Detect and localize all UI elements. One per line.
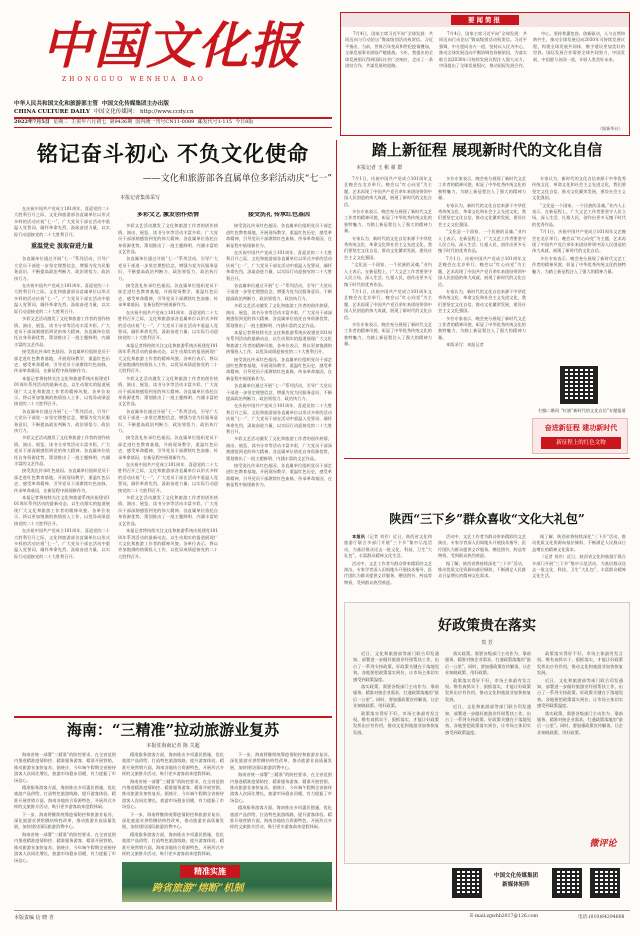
lead-paragraph-2f: 各直属单位通过开展“七一”系列活动，引导广大党员干部进一步坚定理想信念，增强为党为民服务意识，不断提高政治判断力、政治领悟力、政治执行力。 [14,408,110,433]
commentary-col-3 [537,651,623,833]
masthead-info-2 [14,108,334,116]
lead-title: 铭记奋斗初心 不负文化使命 [36,141,310,166]
lead-subhead-1: 重温党史 汲取奋进力量 [30,243,94,251]
lead-subhead-2: 多彩文艺 激发创作热情 [136,212,200,218]
shaanxi-paragraph-2: 活动中，文艺工作者为群众带来精彩的文艺演出，专家学者深入田间地头开展技术指导，医疗团队为群众提供义诊服务，赠送图书、药品等物资，受到群众热烈欢迎。 [438,534,526,559]
fore-paragraph-3b: “文化是一个国家、一个民族的灵魂。”业内人士表示，在新征程上，广大文艺工作者要坚守人民立场，深入生活、扎根人民，创作出更多无愧于时代的优秀作品。 [532,202,626,227]
commentary-paragraph-2c: 近日，文化和旅游部等部门联合印发通知，部署进一步做好旅游业纾困帮扶工作，出台了一系列支持政策。好政策关键在于落地见效。各地要把政策落实到位，让市场主体切实感受到政策温度。 [445,704,531,735]
fore-paragraph-3d: 多位专家表示，晚会充分展现了新时代文艺工作者的精神风貌，彰显了中华优秀传统文化的独特魅力，为踏上新征程注入了强大的精神力量。 [532,255,626,274]
hainan-col-3 [230,752,332,864]
lead-paragraph-4f: 接受洗礼传承红色基因。各直属单位组织党员干部走进红色教育基地，开展现场教学，重温红色历史，感受革命精神，引导党员干部赓续红色血脉，传承革命基因，在新征程中展现新作为。 [226,356,332,381]
issue-date: 2022年7月5日 [14,119,50,125]
fore-paragraph-1e: 7月1日，庆祝中国共产党成立101周年文艺晚会在北京举行。晚会以“红心向党”为主题，艺术再现了中国共产党百余年来团结带领中国人民创造的伟大成就，展现了新时代的文化自信。 [344,288,432,320]
news-brief-box [340,12,630,136]
hainan-paragraph-2: 精准服务游客方面，海南推出多项惠民措施，优化旅游产品供给，打造特色旅游线路，提升游客体验。精准开展营销方面，海南各地结合资源特色，开展形式多样的文旅推介活动，吸引更多游客前来度假休闲。 [122,752,224,777]
newspaper-logo: 中国文化报 [42,16,302,75]
english-title: CHINA CULTURE DAILY [14,109,90,115]
news-brief-col-2 [439,31,527,133]
lead-paragraph-3c: 接受洗礼传承红色基因。各直属单位组织党员干部走进红色教育基地，开展现场教学，重温红色历史，感受革命精神，引导党员干部赓续红色血脉，传承革命基因，在新征程中展现新作为。 [118,283,218,308]
lead-paragraph-2e: 本报记者将持续关注文化和旅游系统庆祝建党101周年系列活动的最新动态，以生动翔实的报道展现广大文化和旅游工作者的精神风貌。各单位表示，将以更加饱满的热情投入工作，以优异成绩迎接党的二十大胜利召开。 [14,375,110,407]
issue-line [14,119,334,126]
shaanxi-title: 陕西“三下乡”群众喜收“文化大礼包” [389,512,585,526]
fore-byline: 本报记者 王 彬 翟 群 [356,165,403,171]
masthead-info [14,100,334,108]
shaanxi-paragraph-3: 据了解，陕西省将持续深化“三下乡”活动，推动优质文化资源向基层倾斜，不断满足人民群众日益增长的精神文化需求。 [532,534,626,552]
footer-phone: 电话:(010)64294608 [578,915,625,920]
footer-promo-line-1: 中国文化传媒集团 [493,873,538,879]
commentary-col-1 [353,651,439,851]
fore-paragraph-1b: 多位专家表示，晚会充分展现了新时代文艺工作者的精神风貌，彰显了中华优秀传统文化的独特魅力，为踏上新征程注入了强大的精神力量。 [344,209,432,234]
lead-paragraph-3e: 本报记者将持续关注文化和旅游系统庆祝建党101周年系列活动的最新动态，以生动翔实的报道展现广大文化和旅游工作者的精神风貌。各单位表示，将以更加饱满的热情投入工作，以优异成绩迎接党的二十大胜利召开。 [118,342,218,374]
lead-col-3 [226,212,332,712]
hainan-byline: 本报驻海南记者 陈 关超 [146,743,200,749]
lead-byline: 本报记者集体采写 [120,195,161,201]
lead-paragraph-2: 各直属单位通过开展“七一”系列活动，引导广大党员干部进一步坚定理想信念，增强为党为民服务意识，不断提高政治判断力、政治领悟力、政治执行力。 [14,256,110,281]
commentary-paragraph-1c: 政策落实得好不好，市场主体最有发言权。唯有真抓实干、狠抓落实，才能让好政策发挥出应有作用，推动文化和旅游业加快恢复发展。 [353,710,439,735]
commentary-col-2 [445,651,531,851]
shaanxi-top-rule [344,458,630,459]
fore-paragraph-2g: 本版采写：本报记者 [446,342,484,348]
lead-paragraph-3b: 各直属单位通过开展“七一”系列活动，引导广大党员干部进一步坚定理想信念，增强为党为民服务意识，不断提高政治判断力、政治领悟力、政治执行力。 [118,256,218,281]
commentary-author: 贵 芳 [481,640,493,646]
fore-title: 踏上新征程 展现新时代的文化自信 [371,141,603,159]
fore-paragraph-1c: 专家认为，新时代的文化自信来源于中华优秀传统文化、革命文化和社会主义先进文化，我们要坚定文化自信，推动文化繁荣发展，建设社会主义文化强国。 [344,235,432,260]
footer-email[interactable]: E-mail:zgwhb2017@126.com [470,914,538,919]
lead-paragraph-4e: 本报记者将持续关注文化和旅游系统庆祝建党101周年系列活动的最新动态，以生动翔实的报道展现广大文化和旅游工作者的精神风貌。各单位表示，将以更加饱满的热情投入工作，以优异成绩迎接党的二十大胜利召开。 [226,329,332,355]
news-brief-label: 要闻简报 [451,15,519,25]
footer-promo-line-2: 新媒体矩阵 [502,882,530,888]
commentary-paragraph-3b: 近日，文化和旅游部等部门联合印发通知，部署进一步做好旅游业纾困帮扶工作，出台了一系列支持政策。好政策关键在于落地见效。各地要把政策落实到位，让市场主体切实感受到政策温度。 [537,677,623,709]
lead-paragraph-4j: 接受洗礼传承红色基因。各直属单位组织党员干部走进红色教育基地，开展现场教学，重温红色历史，感受革命精神，引导党员干部赓续红色血脉，传承革命基因，在新征程中展现新作为。 [226,463,332,488]
lead-paragraph-4b: 在庆祝中国共产党成立101周年、喜迎党的二十大胜利召开之际，文化和旅游部各直属单位以形式多样的活动庆祝“七一”，广大党员干部在活动中重温入党誓词，缅怀革命先烈，汲取奋进力量，以实际行动迎接党的二十大胜利召开。 [226,250,332,281]
banner-line-1: 奋进新征程 建功新时代 [544,423,618,432]
commentary-paragraph-3: 政策落实得好不好，市场主体最有发言权。唯有真抓实干、狠抓落实，才能让好政策发挥出应有作用，推动文化和旅游业加快恢复发展。 [537,651,623,676]
lead-paragraph-2i: 本报记者将持续关注文化和旅游系统庆祝建党101周年系列活动的最新动态，以生动翔实的报道展现广大文化和旅游工作者的精神风貌。各单位表示，将以更加饱满的热情投入工作，以优异成绩迎接党的二十大胜利召开。 [14,495,110,526]
weekday: 星期二 [53,119,69,125]
fore-paragraph-1f: 多位专家表示，晚会充分展现了新时代文艺工作者的精神风貌，彰显了中华优秀传统文化的独特魅力，为踏上新征程注入了强大的精神力量。 [344,321,432,347]
micro-comment-tag: 微评论 [589,839,617,849]
lead-paragraph-2g: 多彩文艺活动激发了文化和旅游工作者的创作热情，演出、展览、读书分享等活动丰富多彩，广大党员干部深刻感悟到党的伟大精神。各直属单位依托自身资源优势，策划推出了一批主题鲜明、内涵丰富的文艺作品。 [14,435,110,467]
hainan-paragraph-3: 下一步，海南将继续统筹疫情防控和旅游业复苏，深化旅游业供给侧结构性改革，推动旅游业高质量发展，加快建设国际旅游消费中心。 [230,752,332,770]
hainan-title: 海南：“三精准”拉动旅游业复苏 [66,721,280,739]
logo-pinyin: ZHONGGUO WENHUA BAO [62,76,206,83]
fore-col-3 [532,176,626,362]
lead-paragraph-4h: 在庆祝中国共产党成立101周年、喜迎党的二十大胜利召开之际，文化和旅游部各直属单位以形式多样的活动庆祝“七一”，广大党员干部在活动中重温入党誓词，缅怀革命先烈，汲取奋进力量，以实际行动迎接党的二十大胜利召开。 [226,403,332,434]
shaanxi-col-1 [344,534,432,592]
hainan-paragraph-1b: 精准服务游客方面，海南推出多项惠民措施，优化旅游产品供给，打造特色旅游线路，提升游客体验。精准开展营销方面，海南各地结合资源特色，开展形式多样的文旅推介活动，吸引更多游客前来度假休闲。 [14,785,116,810]
hainan-paragraph-3c: 精准服务游客方面，海南推出多项惠民措施，优化旅游产品供给，打造特色旅游线路，提升游客体验。精准开展营销方面，海南各地结合资源特色，开展形式多样的文旅推介活动，吸引更多游客前来度假休闲。 [230,805,332,830]
masthead-bottom-rule [14,127,332,128]
lead-paragraph-3: 多彩文艺活动激发了文化和旅游工作者的创作热情，演出、展览、读书分享等活动丰富多彩，广大党员干部深刻感悟到党的伟大精神。各直属单位依托自身资源优势，策划推出了一批主题鲜明、内涵丰富的文艺作品。 [118,223,218,255]
commentary-box [344,602,630,864]
lead-paragraph-4c: 各直属单位通过开展“七一”系列活动，引导广大党员干部进一步坚定理想信念，增强为党为民服务意识，不断提高政治判断力、政治领悟力、政治执行力。 [226,283,332,301]
commentary-paragraph-1: 近日，文化和旅游部等部门联合印发通知，部署进一步做好旅游业纾困帮扶工作，出台了一系列支持政策。好政策关键在于落地见效。各地要把政策落实到位，让市场主体切实感受到政策温度。 [353,651,439,682]
shaanxi-col-2 [438,534,526,592]
banner-line-2: 新征程上的红色文物 [541,437,621,449]
sponsor: 中华人民共和国文化和旅游部主管 [14,101,98,107]
shaanxi-byline: 本报讯 [352,534,366,539]
fore-paragraph-3: 专家认为，新时代的文化自信来源于中华优秀传统文化、革命文化和社会主义先进文化，我们要坚定文化自信，推动文化繁荣发展，建设社会主义文化强国。 [532,176,626,201]
commentary-paragraph-1b: 落实政策，需要各级部门主动作为、靠前服务，精准对接企业需求，打通政策落地的“最后一公里”。同时，要加强政策宣传解读，让企业知晓政策、用好政策。 [353,684,439,709]
fore-paragraph-2c: “文化是一个国家、一个民族的灵魂。”业内人士表示，在新征程上，广大文艺工作者要坚守人民立场，深入生活、扎根人民，创作出更多无愧于时代的优秀作品。 [438,229,526,254]
lead-paragraph-4: 接受洗礼传承红色基因。各直属单位组织党员干部走进红色教育基地，开展现场教学，重温红色历史，感受革命精神，引导党员干部赓续红色血脉，传承革命基因，在新征程中展现新作为。 [226,223,332,248]
hainan-paragraph-1: 海南省统一部署“三精准”的防控要求，在全省范围内推进精准疫情防控、精准服务游客、精准开展营销，推动旅游业加快复苏。据统计，今年端午假期全省接待游客人次同比增长，旅游市场稳步回暖，有力提振了市场信心。 [14,752,116,783]
footer-qr-2[interactable] [552,868,582,898]
lead-paragraph-2c: 多彩文艺活动激发了文化和旅游工作者的创作热情，演出、展览、读书分享等活动丰富多彩，广大党员干部深刻感悟到党的伟大精神。各直属单位依托自身资源优势，策划推出了一批主题鲜明、内涵丰富的文艺作品。 [14,316,110,347]
hainan-paragraph-2b: 海南省统一部署“三精准”的防控要求，在全省范围内推进精准疫情防控、精准服务游客、精准开展营销，推动旅游业加快复苏。据统计，今年端午假期全省接待游客人次同比增长，旅游市场稳步回暖，有力提振了市场信心。 [122,778,224,810]
lead-paragraph-2d: 接受洗礼传承红色基因。各直属单位组织党员干部走进红色教育基地，开展现场教学，重温红色历史，感受革命精神，引导党员干部赓续红色血脉，传承革命基因，在新征程中展现新作为。 [14,349,110,374]
news-brief-text-2: 7月4日，国家主席习近平向“全球发展：共同迈向行动论坛”暨高级别活动致贺信。习近平强调，中方愿同各方一道，坚持以人民为中心，推动全球发展迈向平衡协调包容新阶段，为落实联合国2030年可持续发展议程注入强大动力。中国提出了全球发展倡议，推动国际发展合作。 [439,31,527,69]
cn-number: 国内统一刊号CN11-0089 [135,119,195,125]
lead-col-2 [118,212,218,712]
news-brief-col-3 [533,31,625,125]
lead-paragraph-1: 在庆祝中国共产党成立101周年、喜迎党的二十大胜利召开之际，文化和旅游部各直属单位以形式多样的活动庆祝“七一”，广大党员干部在活动中重温入党誓词，缅怀革命先烈，汲取奋进力量，以实际行动迎接党的二十大胜利召开。 [14,206,110,237]
publisher: 中国文化传媒集团主办出版 [101,101,169,107]
lead-paragraph-3f: 多彩文艺活动激发了文化和旅游工作者的创作热情，演出、展览、读书分享等活动丰富多彩，广大党员干部深刻感悟到党的伟大精神。各直属单位依托自身资源优势，策划推出了一批主题鲜明、内涵丰富的文艺作品。 [118,375,218,407]
news-brief-credit: （据新华社） [597,126,623,131]
news-brief-text-1: 7月4日，国家主席习近平向“全球发展：共同迈向与行动论坛”暨高级别活动致贺信。习近平指出，当前，世界百年变局和世纪疫情叠加，全球发展事业面临严峻挑战。今年，我提出的全球发展倡议得到国际社会广泛响应，走出了一条团结合作、共谋发展的道路。 [345,31,433,69]
footer-editor: 本版责编 信 晓 青 [14,915,54,921]
hainan-paragraph-2c: 下一步，海南将继续统筹疫情防控和旅游业复苏，深化旅游业供给侧结构性改革，推动旅游业高质量发展，加快建设国际旅游消费中心。 [122,811,224,830]
fore-paragraph-3c: 7月1日，庆祝中国共产党成立101周年文艺晚会在北京举行。晚会以“红心向党”为主题，艺术再现了中国共产党百余年来团结带领中国人民创造的伟大成就，展现了新时代的文化自信。 [532,229,626,254]
fore-paragraph-1d: “文化是一个国家、一个民族的灵魂。”业内人士表示，在新征程上，广大文艺工作者要坚守人民立场，深入生活、扎根人民，创作出更多无愧于时代的优秀作品。 [344,262,432,287]
shaanxi-paragraph-1: （记者 刘芳）近日，陕西省文化和旅游厅联合多部门开展“三下乡”集中示范活动，为基层群众送去一批文化、科技、卫生“大礼包”，丰富群众精神文化生活。 [344,534,432,559]
hainan-paragraph-1d: 海南省统一部署“三精准”的防控要求，在全省范围内推进精准疫情防控、精准服务游客、精准开展营销，推动旅游业加快复苏。据统计，今年端午假期全省接待游客人次同比增长，旅游市场稳步回暖，有力提振了市场信心。 [14,831,116,863]
red-culture-banner [532,418,628,454]
lead-paragraph-4i: 多彩文艺活动激发了文化和旅游工作者的创作热情，演出、展览、读书分享等活动丰富多彩，广大党员干部深刻感悟到党的伟大精神。各直属单位依托自身资源优势，策划推出了一批主题鲜明、内涵丰富的文艺作品。 [226,436,332,461]
news-brief-col-1 [345,31,433,133]
fore-col-1 [344,176,432,452]
shaanxi-paragraph-2b: 据了解，陕西省将持续深化“三下乡”活动，推动优质文化资源向基层倾斜，不断满足人民群众日益增长的精神文化需求。 [438,560,526,579]
shaanxi-col-3 [532,534,626,592]
hainan-col-1 [14,752,116,900]
column-divider [336,140,337,910]
lunar-date: 壬寅年六月初七 [71,119,107,125]
masthead [22,14,322,94]
news-brief-text-3: 中心，坚持普惠包容，创新驱动，人与自然和谐共生，推动全球发展迈向2030年可持续发展议程，构建全球发展共同体，携手建设更加美好的世界。国际发展合作需要全球共同努力，中国发展，中国愿与各国一道，开辟人类美好未来。 [533,31,625,62]
commentary-title: 好政策贵在落实 [438,618,536,634]
ad-line-1: 精准实施 [180,865,240,878]
lead-col-1 [14,206,110,706]
fore-paragraph-2b: 专家认为，新时代的文化自信来源于中华优秀传统文化、革命文化和社会主义先进文化，我们要坚定文化自信，推动文化繁荣发展，建设社会主义文化强国。 [438,202,526,227]
hainan-ad-banner [122,862,332,902]
footer-promo [486,872,546,890]
lead-paragraph-3i: 在庆祝中国共产党成立101周年、喜迎党的二十大胜利召开之际，文化和旅游部各直属单位以形式多样的活动庆祝“七一”，广大党员干部在活动中重温入党誓词，缅怀革命先烈，汲取奋进力量，以实际行动迎接党的二十大胜利召开。 [118,462,218,493]
page-count: 今日8版 [235,119,254,125]
lead-paragraph-2b: 在庆祝中国共产党成立101周年、喜迎党的二十大胜利召开之际，文化和旅游部各直属单位以形式多样的活动庆祝“七一”，广大党员干部在活动中重温入党誓词，缅怀革命先烈，汲取奋进力量，以实际行动迎接党的二十大胜利召开。 [14,283,110,314]
lead-paragraph-3g: 各直属单位通过开展“七一”系列活动，引导广大党员干部进一步坚定理想信念，增强为党为民服务意识，不断提高政治判断力、政治领悟力、政治执行力。 [118,408,218,433]
fore-paragraph-1: 7月1日，庆祝中国共产党成立101周年文艺晚会在北京举行。晚会以“红心向党”为主题，艺术再现了中国共产党百余年来团结带领中国人民创造的伟大成就，展现了新时代的文化自信。 [344,176,432,207]
commentary-paragraph-2b: 政策落实得好不好，市场主体最有发言权。唯有真抓实干、狠抓落实，才能让好政策发挥出应有作用，推动文化和旅游业加快恢复发展。 [445,677,531,702]
lead-paragraph-3k: 本报记者将持续关注文化和旅游系统庆祝建党101周年系列活动的最新动态，以生动翔实的报道展现广大文化和旅游工作者的精神风貌。各单位表示，将以更加饱满的热情投入工作，以优异成绩迎接党的二十大胜利召开。 [118,528,218,559]
fore-qr-caption: 扫描二维码 “红旗“新时代的文化自信”专题报道 [538,408,626,413]
lead-headline-block [14,140,332,168]
fore-paragraph-2f: 多位专家表示，晚会充分展现了新时代文艺工作者的精神风貌，彰显了中华优秀传统文化的独特魅力，为踏上新征程注入了强大的精神力量。 [438,315,526,340]
lead-paragraph-4g: 各直属单位通过开展“七一”系列活动，引导广大党员干部进一步坚定理想信念，增强为党为民服务意识，不断提高政治判断力、政治领悟力、政治执行力。 [226,383,332,401]
fore-paragraph-2e: 专家认为，新时代的文化自信来源于中华优秀传统文化、革命文化和社会主义先进文化，我们要坚定文化自信，推动文化繁荣发展，建设社会主义文化强国。 [438,288,526,314]
hainan-paragraph-1c: 下一步，海南将继续统筹疫情防控和旅游业复苏，深化旅游业供给侧结构性改革，推动旅游业高质量发展，加快建设国际旅游消费中心。 [14,811,116,830]
lead-paragraph-3h: 接受洗礼传承红色基因。各直属单位组织党员干部走进红色教育基地，开展现场教学，重温红色历史，感受革命精神，引导党员干部赓续红色血脉，传承革命基因，在新征程中展现新作为。 [118,435,218,460]
fore-paragraph-2d: 7月1日，庆祝中国共产党成立101周年文艺晚会在北京举行。晚会以“红心向党”为主题，艺术再现了中国共产党百余年来团结带领中国人民创造的伟大成就，展现了新时代的文化自信。 [438,255,526,287]
footer-qr-1[interactable] [452,868,482,898]
hainan-paragraph-3b: 海南省统一部署“三精准”的防控要求，在全省范围内推进精准疫情防控、精准服务游客、精准开展营销，推动旅游业加快复苏。据统计，今年端午假期全省接待游客人次同比增长，旅游市场稳步回暖，有力提振了市场信心。 [230,772,332,803]
lead-subtitle: ——文化和旅游部各直属单位多彩活动庆“七一” [142,174,332,184]
lead-subhead-3: 接受洗礼 传承红色基因 [247,212,311,218]
footer-rule [14,910,630,911]
fore-paragraph-2: 多位专家表示，晚会充分展现了新时代文艺工作者的精神风貌，彰显了中华优秀传统文化的独特魅力，为踏上新征程注入了强大的精神力量。 [438,176,526,201]
issue-number: 第9436期 [109,119,133,125]
website[interactable]: http://www.ccdy.cn [139,109,194,115]
lead-paragraph-2h: 接受洗礼传承红色基因。各直属单位组织党员干部走进红色教育基地，开展现场教学，重温红色历史，感受革命精神，引导党员干部赓续红色血脉，传承革命基因，在新征程中展现新作为。 [14,468,110,493]
shaanxi-paragraph-1b: 活动中，文艺工作者为群众带来精彩的文艺演出，专家学者深入田间地头开展技术指导，医疗团队为群众提供义诊服务，赠送图书、药品等物资，受到群众热烈欢迎。 [344,560,432,585]
commentary-paragraph-2: 落实政策，需要各级部门主动作为、靠前服务，精准对接企业需求，打通政策落地的“最后一公里”。同时，要加强政策宣传解读，让企业知晓政策、用好政策。 [445,651,531,676]
hainan-paragraph-2d: 精准服务游客方面，海南推出多项惠民措施，优化旅游产品供给，打造特色旅游线路，提升游客体验。精准开展营销方面，海南各地结合资源特色，开展形式多样的文旅推介活动，吸引更多游客前来度假休闲。 [122,831,224,857]
shaanxi-paragraph-3b: （记者 刘芳）近日，陕西省文化和旅游厅联合多部门开展“三下乡”集中示范活动，为基层群众送去一批文化、科技、卫生“大礼包”，丰富群众精神文化生活。 [532,554,626,579]
lead-paragraph-2j: 在庆祝中国共产党成立101周年、喜迎党的二十大胜利召开之际，文化和旅游部各直属单位以形式多样的活动庆祝“七一”，广大党员干部在活动中重温入党誓词，缅怀革命先烈，汲取奋进力量，以实际行动迎接党的二十大胜利召开。 [14,528,110,559]
footer-qr-3[interactable] [590,868,620,898]
fore-col-2 [438,176,526,452]
commentary-paragraph-3c: 落实政策，需要各级部门主动作为、靠前服务，精准对接企业需求，打通政策落地的“最后一公里”。同时，要加强政策宣传解读，让企业知晓政策、用好政策。 [537,710,623,735]
postal-code: 邮发代号1-115 [197,119,232,125]
fore-qr-code[interactable] [560,366,598,404]
lead-paragraph-3d: 在庆祝中国共产党成立101周年、喜迎党的二十大胜利召开之际，文化和旅游部各直属单位以形式多样的活动庆祝“七一”，广大党员干部在活动中重温入党誓词，缅怀革命先烈，汲取奋进力量，以实际行动迎接党的二十大胜利召开。 [118,309,218,341]
lead-paragraph-3j: 多彩文艺活动激发了文化和旅游工作者的创作热情，演出、展览、读书分享等活动丰富多彩，广大党员干部深刻感悟到党的伟大精神。各直属单位依托自身资源优势，策划推出了一批主题鲜明、内涵丰富的文艺作品。 [118,495,218,526]
ad-line-2: 跨省旅游“熔断”机制 [152,883,244,894]
en-sub: 中国文化传媒网： [93,109,139,115]
hainan-top-rule [14,716,332,718]
lead-paragraph-4d: 多彩文艺活动激发了文化和旅游工作者的创作热情，演出、展览、读书分享等活动丰富多彩，广大党员干部深刻感悟到党的伟大精神。各直属单位依托自身资源优势，策划推出了一批主题鲜明、内涵丰富的文艺作品。 [226,303,332,328]
